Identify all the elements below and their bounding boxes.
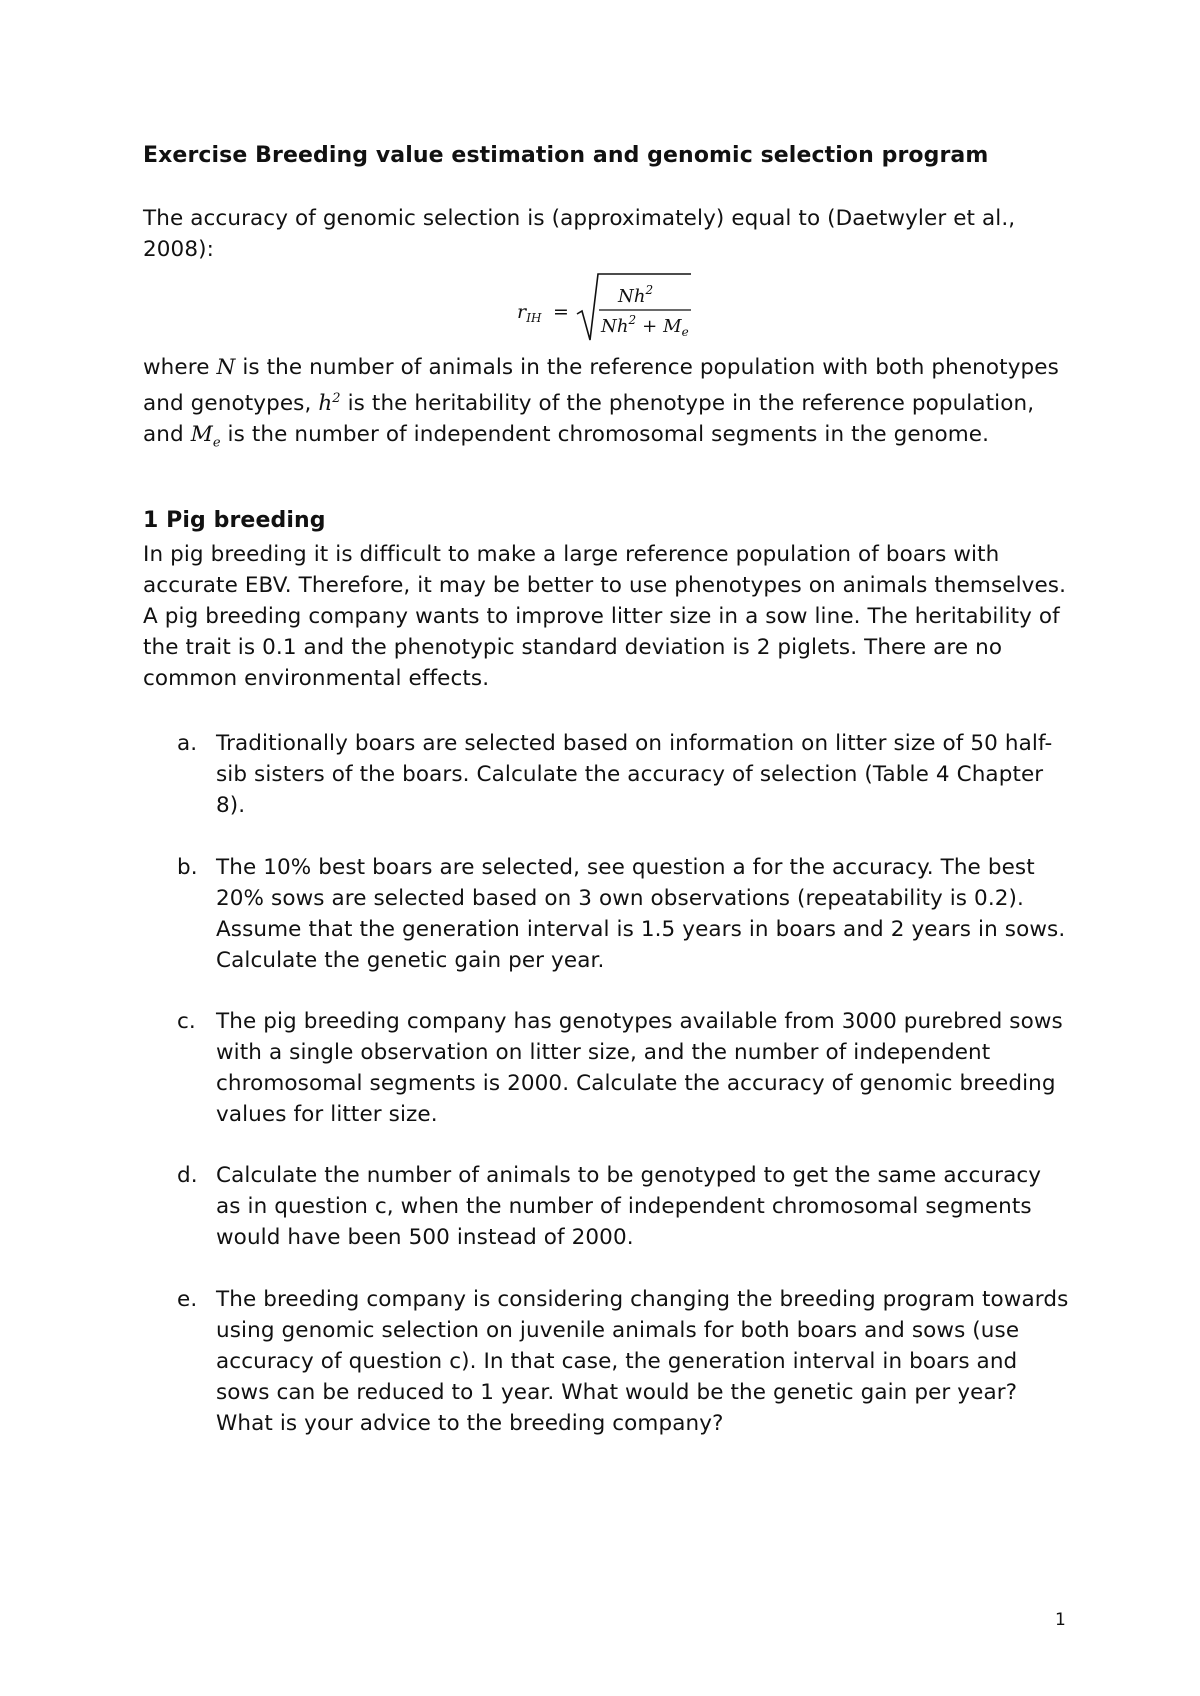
var-h2: $h^2$	[318, 391, 341, 417]
definition-paragraph	[143, 352, 1073, 458]
section-paragraph: In pig breeding it is difficult to make a large reference population of boars with accurate EBV. Therefore, it may be better to use phenotypes on animals themselves. A pig breeding company wants to improve litter size in a sow line. The heritability of the trait is 0.1 and the phenotypic standard deviation is 2 piglets. There are no common environmental effects.	[143, 542, 1067, 691]
question-text: The breeding company is considering changing the breeding program towards using genomic selection on juvenile animals for both boars and sows (use accuracy of question c). In that case, the generation interval in boars and sows can be reduced to 1 year. What would be the genetic gain per year? What is your advice to the breeding company?	[216, 1287, 1069, 1436]
formula-denominator-sub: e	[681, 325, 689, 339]
section-heading: 1 Pig breeding	[143, 508, 326, 533]
accuracy-formula	[515, 266, 715, 346]
definition-text: is the number of independent chromosomal segments in the genome.	[220, 422, 990, 448]
formula-denominator-plus: + M	[636, 316, 682, 337]
formula-lhs-sub: IH	[526, 311, 542, 325]
svg-text:Nh2 + Me	[600, 313, 689, 339]
definition-text: where	[143, 355, 217, 380]
question-letter: e.	[177, 1287, 198, 1312]
question-text: Calculate the number of animals to be genotyped to get the same accuracy as in question c, when the number of independent chromosomal segments would have been 500 instead of 2000.	[216, 1163, 1042, 1250]
question-letter: a.	[177, 731, 198, 756]
svg-text:Nh2	[617, 283, 653, 307]
formula-lhs: r	[517, 301, 527, 323]
definition-text: is the heritability of the phenotype in the reference population, and	[143, 391, 1035, 448]
formula-numerator-sup: 2	[645, 283, 654, 297]
var-Me: $M_e$	[190, 422, 221, 451]
question-letter: b.	[177, 855, 198, 880]
formula-equals: =	[553, 301, 570, 323]
document-title: Exercise Breeding value estimation and genomic selection program	[143, 143, 989, 168]
question-text: Traditionally boars are selected based on information on litter size of 50 half-sib sisters of the boars. Calculate the accuracy of selection (Table 4 Chapter 8).	[216, 731, 1053, 818]
question-letter: d.	[177, 1163, 198, 1188]
formula-numerator: Nh	[618, 286, 646, 307]
formula-denominator-a: Nh	[601, 316, 629, 337]
question-letter: c.	[177, 1009, 196, 1034]
intro-paragraph: The accuracy of genomic selection is (approximately) equal to (Daetwyler et al., 2008):	[143, 206, 1016, 262]
question-text: The pig breeding company has genotypes available from 3000 purebred sows with a single observation on litter size, and the number of independent chromosomal segments is 2000. Calculate the accuracy of genomic breeding values for litter size.	[216, 1009, 1063, 1127]
formula-denominator-sup: 2	[628, 313, 637, 327]
question-text: The 10% best boars are selected, see question a for the accuracy. The best 20% sows are selected based on 3 own observations (repeatability is 0.2). Assume that the generation interval is 1.5 years in boars and 2 years in sows. Calculate the genetic gain per year.	[216, 855, 1066, 973]
page-number: 1	[1055, 1610, 1066, 1630]
svg-text:rIH	[517, 301, 542, 325]
definition-text: is the number of animals in the reference population with both phenotypes and genotypes,	[143, 355, 1059, 417]
var-N: N	[216, 355, 236, 380]
